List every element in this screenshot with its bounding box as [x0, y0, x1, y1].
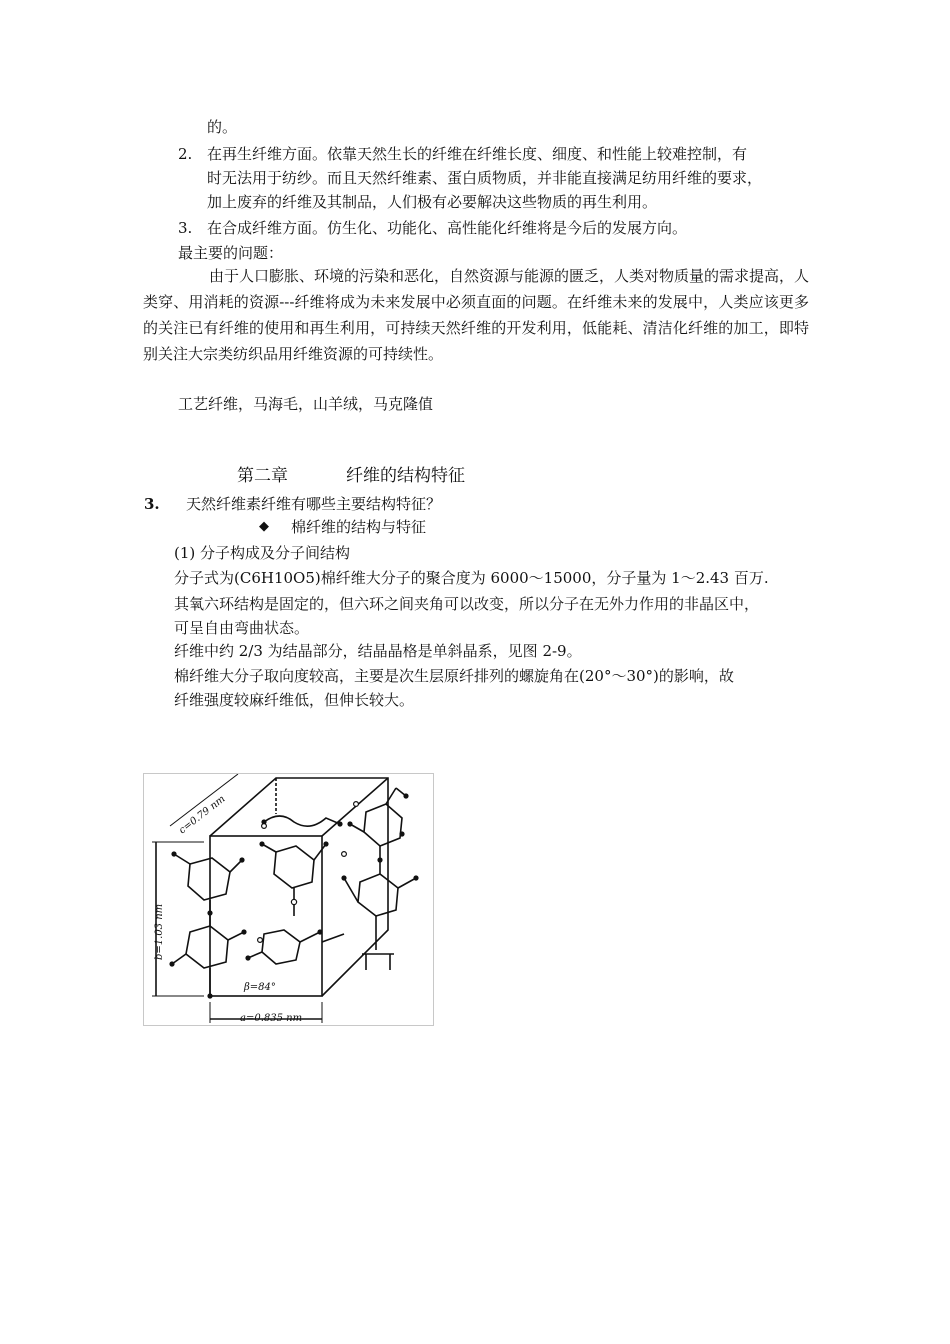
item-3-text: 在合成纤维方面。仿生化、功能化、高性能化纤维将是今后的发展方向。 [207, 219, 688, 237]
molecular-formula-line: 分子式为(C6H10O5)棉纤维大分子的聚合度为 6000～15000，分子量为 1～2.43 百万. [174, 569, 769, 587]
unit-cell-back-edges [210, 778, 388, 996]
subsection-1-heading: (1) 分子构成及分子间结构 [174, 544, 351, 562]
chapter-title: 纤维的结构特征 [346, 466, 465, 486]
item-2-line-2: 时无法用于纺纱。而且天然纤维素、蛋白质物质，并非能直接满足纺用纤维的要求， [207, 169, 763, 187]
cellulose-unit-cell-figure [143, 773, 434, 1026]
unit-cell-diagram [144, 774, 433, 1025]
crystalline-line: 纤维中约 2/3 为结晶部分，结晶晶格是单斜晶系，见图 2-9。 [174, 642, 582, 660]
dimension-b-label: b=1.03 nm [154, 903, 165, 960]
beta-angle-label: β=84° [244, 982, 276, 993]
item-2-line-3: 加上废弃的纤维及其制品，人们极有必要解决这些物质的再生利用。 [207, 193, 658, 211]
chapter-label: 第二章 [237, 466, 288, 486]
orientation-line-2: 纤维强度较麻纤维低，但伸长较大。 [174, 691, 415, 709]
main-problem-paragraph: 由于人口膨胀、环境的污染和恶化，自然资源与能源的匮乏，人类对物质量的需求提高，人类穿、用消耗的资源---纤维将成为未来发展中必须直面的问题。在纤维未来的发展中，人类应该更多的关注已有纤维的使用和再生利用，可持续天然纤维的开发利用，低能耗、清洁化纤维的加工，即特别关注大宗类纺织品用纤维资源的可持续性。 [143, 267, 810, 363]
keywords-line: 工艺纤维，马海毛，山羊绒，马克隆值 [178, 395, 434, 413]
dimension-a-label: a=0.835 nm [240, 1013, 303, 1024]
section-title: 棉纤维的结构与特征 [291, 518, 427, 536]
dimension-c-label: c=0.79 nm [177, 793, 228, 837]
ring-structure-line-1: 其氧六环结构是固定的，但六环之间夹角可以改变，所以分子在无外力作用的非晶区中， [174, 595, 760, 613]
main-problem-label: 最主要的问题： [178, 244, 284, 262]
question-number: 3. [144, 495, 160, 513]
ring-structure-line-2: 可呈自由弯曲状态。 [174, 619, 310, 637]
unit-cell-front-face [210, 836, 322, 996]
continuation-text: 的。 [207, 118, 238, 136]
question-text: 天然纤维素纤维有哪些主要结构特征？ [186, 495, 442, 513]
item-3-number: 3. [178, 219, 193, 237]
orientation-line-1: 棉纤维大分子取向度较高，主要是次生层原纤排列的螺旋角在(20°～30°)的影响，故 [174, 667, 734, 685]
bullet-diamond-icon: ◆ [259, 519, 269, 534]
item-2-number: 2. [178, 145, 193, 163]
item-2-line-1: 在再生纤维方面。依靠天然生长的纤维在纤维长度、细度、和性能上较难控制，有 [207, 145, 748, 163]
